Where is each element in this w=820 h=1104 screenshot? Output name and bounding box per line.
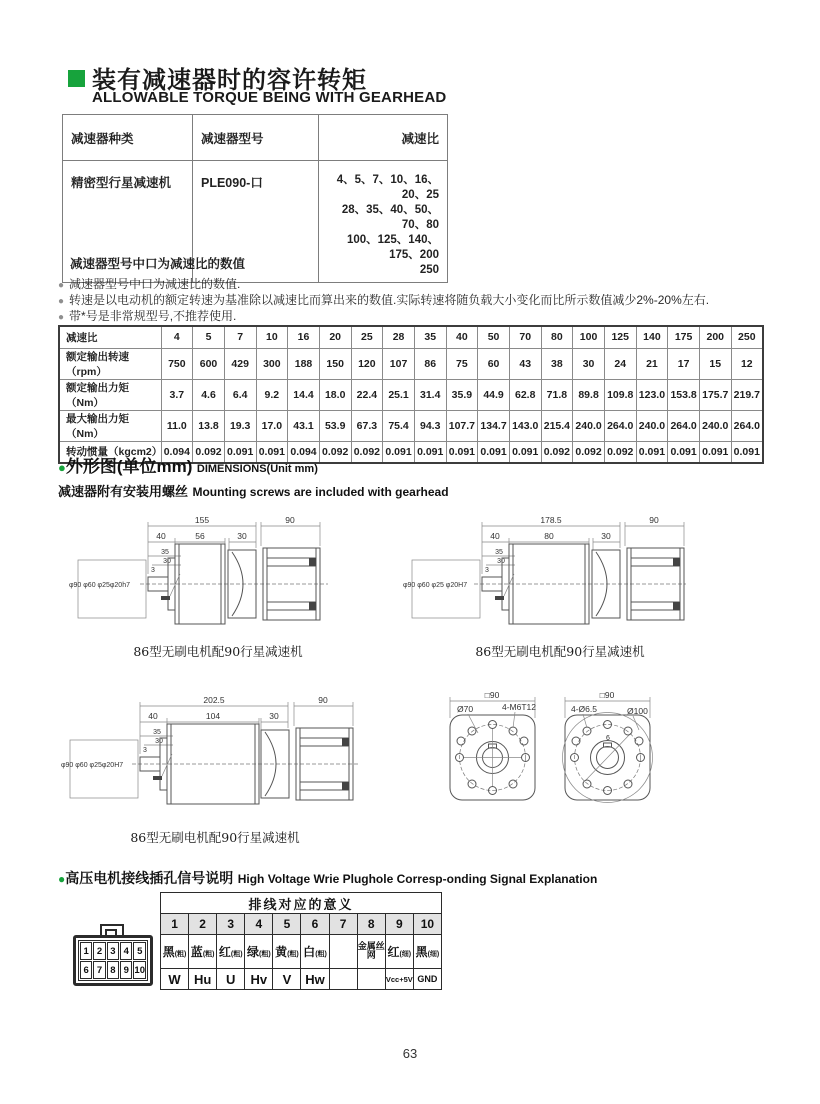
spec-cell: 40 xyxy=(446,326,478,348)
spec-cell: 150 xyxy=(319,348,351,379)
spec-row-header: 转动惯量（kgcm2） xyxy=(59,441,161,463)
plughole-heading xyxy=(58,868,597,888)
svg-text:Ø70: Ø70 xyxy=(457,704,474,714)
spec-cell: 125 xyxy=(604,326,636,348)
gearbox-col-type-header: 减速器种类 xyxy=(63,115,193,161)
connector-pin: 8 xyxy=(107,961,119,979)
spec-cell: 89.8 xyxy=(573,379,605,410)
spec-row xyxy=(59,379,763,410)
svg-text:Ø100: Ø100 xyxy=(627,706,648,716)
svg-text:202.5: 202.5 xyxy=(203,695,225,705)
pin-number-cell: 6 xyxy=(301,914,329,935)
spec-cell: 750 xyxy=(161,348,193,379)
dimension-drawing-a xyxy=(68,514,333,646)
spec-cell: 3.7 xyxy=(161,379,193,410)
spec-cell: 28 xyxy=(383,326,415,348)
spec-cell: 31.4 xyxy=(414,379,446,410)
spec-table-body xyxy=(59,326,763,463)
spec-cell: 75 xyxy=(446,348,478,379)
gearbox-type-cell: 精密型行星减速机 xyxy=(63,161,193,283)
spec-cell: 25.1 xyxy=(383,379,415,410)
dimensions-heading xyxy=(58,452,318,477)
spec-cell: 19.3 xyxy=(224,410,256,441)
svg-text:30: 30 xyxy=(163,558,171,565)
spec-cell: 12 xyxy=(731,348,763,379)
spec-row-header: 最大输出力矩（Nm） xyxy=(59,410,161,441)
spec-cell: 0.092 xyxy=(351,441,383,463)
spec-cell: 20 xyxy=(319,326,351,348)
wire-color-cell: 红(细) xyxy=(385,935,413,969)
spec-cell: 86 xyxy=(414,348,446,379)
svg-text:φ90 φ60 φ25φ20H7: φ90 φ60 φ25φ20H7 xyxy=(61,762,124,769)
dimensions-heading-cn: 外形图(单位mm) xyxy=(65,457,193,476)
svg-text:40: 40 xyxy=(148,711,158,721)
spec-cell: 153.8 xyxy=(668,379,700,410)
note-text: 转速是以电动机的额定转速为基准除以减速比而算出来的数值.实际转速将随负载大小变化而比所示数值减少2%-20%左右. xyxy=(69,293,710,307)
spec-cell: 0.094 xyxy=(161,441,193,463)
connector-body xyxy=(73,935,153,986)
spec-cell: 0.091 xyxy=(383,441,415,463)
spec-cell: 0.091 xyxy=(668,441,700,463)
page-title-cn: 装有减速器时的容许转矩 xyxy=(92,67,367,94)
pin-number-row xyxy=(161,914,442,935)
svg-text:3: 3 xyxy=(151,567,155,574)
spec-cell: 240.0 xyxy=(636,410,668,441)
pin-number-cell: 8 xyxy=(357,914,385,935)
spec-cell: 0.091 xyxy=(414,441,446,463)
signal-cell: W xyxy=(161,969,189,990)
spec-cell: 24 xyxy=(604,348,636,379)
signal-cell: V xyxy=(273,969,301,990)
spec-cell: 600 xyxy=(193,348,225,379)
spec-cell: 175 xyxy=(668,326,700,348)
spec-cell: 21 xyxy=(636,348,668,379)
spec-cell: 250 xyxy=(731,326,763,348)
svg-text:178.5: 178.5 xyxy=(540,515,562,525)
dimension-drawing-b xyxy=(402,514,687,646)
svg-text:30: 30 xyxy=(237,531,247,541)
wire-color-cell: 蓝(粗) xyxy=(189,935,217,969)
pin-number-cell: 2 xyxy=(189,914,217,935)
spec-cell: 0.092 xyxy=(573,441,605,463)
page-title-en: ALLOWABLE TORQUE BEING WITH GEARHEAD xyxy=(92,89,447,106)
wire-color-cell: 黑(细) xyxy=(413,935,441,969)
gearbox-col-ratio-header: 减速比 xyxy=(319,115,448,161)
spec-cell: 71.8 xyxy=(541,379,573,410)
spec-cell: 17 xyxy=(668,348,700,379)
spec-cell: 80 xyxy=(541,326,573,348)
svg-text:80: 80 xyxy=(544,531,554,541)
spec-cell: 0.091 xyxy=(224,441,256,463)
spec-cell: 109.8 xyxy=(604,379,636,410)
svg-text:6: 6 xyxy=(606,735,610,742)
svg-text:□90: □90 xyxy=(484,690,500,700)
spec-cell: 0.094 xyxy=(288,441,320,463)
gearbox-col-model-header: 减速器型号 xyxy=(193,115,319,161)
spec-cell: 0.092 xyxy=(319,441,351,463)
wire-color-cell: 金属丝网 xyxy=(357,935,385,969)
connector-pin: 6 xyxy=(80,961,92,979)
wire-color-cell: 黑(粗) xyxy=(161,935,189,969)
green-dot-icon: ● xyxy=(58,460,66,475)
svg-text:56: 56 xyxy=(195,531,205,541)
spec-cell: 94.3 xyxy=(414,410,446,441)
ratio-line: 100、125、140、175、200 xyxy=(346,234,439,261)
gearbox-ratio-cell xyxy=(319,161,448,283)
svg-text:30: 30 xyxy=(497,558,505,565)
signal-cell: Hv xyxy=(245,969,273,990)
wire-color-cell: 绿(粗) xyxy=(245,935,273,969)
spec-cell: 0.091 xyxy=(509,441,541,463)
signal-cell: Vcc+5V xyxy=(385,969,413,990)
spec-cell: 60 xyxy=(478,348,510,379)
connector-pin: 9 xyxy=(120,961,132,979)
spec-cell: 240.0 xyxy=(573,410,605,441)
connector-pin: 4 xyxy=(120,942,132,960)
spec-cell: 0.092 xyxy=(193,441,225,463)
gearbox-table-footnote: 减速器型号中口为减速比的数值 xyxy=(70,257,246,271)
svg-text:30: 30 xyxy=(601,531,611,541)
pin-number-cell: 10 xyxy=(413,914,441,935)
spec-cell: 38 xyxy=(541,348,573,379)
pin-number-cell: 3 xyxy=(217,914,245,935)
drawing-caption: 86型无刷电机配90行星减速机 xyxy=(130,830,300,845)
spec-cell: 264.0 xyxy=(668,410,700,441)
spec-cell: 4 xyxy=(161,326,193,348)
connector-pin: 10 xyxy=(133,961,146,979)
plughole-table xyxy=(160,892,442,990)
signal-cell: GND xyxy=(413,969,441,990)
spec-cell: 0.091 xyxy=(636,441,668,463)
pin-number-cell: 1 xyxy=(161,914,189,935)
svg-text:35: 35 xyxy=(153,729,161,736)
dimension-drawing-end-views xyxy=(435,688,675,816)
spec-cell: 107.7 xyxy=(446,410,478,441)
spec-table xyxy=(58,325,764,464)
wire-color-cell xyxy=(329,935,357,969)
signal-cell: U xyxy=(217,969,245,990)
spec-cell: 18.0 xyxy=(319,379,351,410)
pin-number-cell: 4 xyxy=(245,914,273,935)
spec-cell: 43 xyxy=(509,348,541,379)
pin-number-cell: 5 xyxy=(273,914,301,935)
spec-cell: 67.3 xyxy=(351,410,383,441)
spec-cell: 5 xyxy=(193,326,225,348)
spec-cell: 70 xyxy=(509,326,541,348)
spec-cell: 0.091 xyxy=(256,441,288,463)
spec-cell: 75.4 xyxy=(383,410,415,441)
wire-color-cell: 黄(粗) xyxy=(273,935,301,969)
note-line xyxy=(58,308,236,326)
spec-cell: 240.0 xyxy=(699,410,731,441)
svg-text:40: 40 xyxy=(490,531,500,541)
pin-number-cell: 9 xyxy=(385,914,413,935)
dimensions-subheading xyxy=(58,481,449,501)
signal-cell xyxy=(329,969,357,990)
spec-cell: 43.1 xyxy=(288,410,320,441)
spec-row-header: 减速比 xyxy=(59,326,161,348)
svg-text:3: 3 xyxy=(143,747,147,754)
spec-cell: 134.7 xyxy=(478,410,510,441)
dimensions-heading-en: DIMENSIONS(Unit mm) xyxy=(196,463,318,475)
spec-cell: 200 xyxy=(699,326,731,348)
bullet-icon: ● xyxy=(58,312,65,323)
spec-cell: 11.0 xyxy=(161,410,193,441)
spec-cell: 0.092 xyxy=(541,441,573,463)
title-bullet-square xyxy=(68,70,85,87)
bullet-icon: ● xyxy=(58,280,65,291)
svg-text:□90: □90 xyxy=(599,690,615,700)
plughole-table-title: 排线对应的意义 xyxy=(161,893,442,914)
wire-color-cell: 白(粗) xyxy=(301,935,329,969)
connector-pin: 5 xyxy=(133,942,146,960)
spec-cell: 10 xyxy=(256,326,288,348)
ratio-line: 28、35、40、50、70、80 xyxy=(341,204,439,231)
signal-cell: Hw xyxy=(301,969,329,990)
spec-cell: 175.7 xyxy=(699,379,731,410)
svg-text:104: 104 xyxy=(205,711,221,721)
spec-cell: 35 xyxy=(414,326,446,348)
connector-pin: 7 xyxy=(93,961,105,979)
gearbox-model-cell: PLE090-口 xyxy=(193,161,319,283)
spec-cell: 13.8 xyxy=(193,410,225,441)
plughole-heading-en: High Voltage Wrie Plughole Corresp-onding Signal Explanation xyxy=(237,872,598,886)
signal-cell xyxy=(357,969,385,990)
spec-cell: 0.091 xyxy=(478,441,510,463)
spec-cell: 140 xyxy=(636,326,668,348)
dimensions-sub-en: Mounting screws are included with gearhead xyxy=(192,485,449,499)
bullet-icon: ● xyxy=(58,296,65,307)
spec-cell: 215.4 xyxy=(541,410,573,441)
wire-color-row xyxy=(161,935,442,969)
spec-cell: 6.4 xyxy=(224,379,256,410)
spec-cell: 15 xyxy=(699,348,731,379)
spec-cell: 0.091 xyxy=(731,441,763,463)
svg-text:φ90 φ60 φ25 φ20H7: φ90 φ60 φ25 φ20H7 xyxy=(403,582,468,589)
svg-text:φ90 φ60 φ25φ20h7: φ90 φ60 φ25φ20h7 xyxy=(69,582,130,589)
spec-cell: 35.9 xyxy=(446,379,478,410)
connector-pin: 1 xyxy=(80,942,92,960)
svg-text:3: 3 xyxy=(485,567,489,574)
spec-cell: 22.4 xyxy=(351,379,383,410)
spec-cell: 100 xyxy=(573,326,605,348)
spec-cell: 25 xyxy=(351,326,383,348)
note-text: 带*号是非常规型号,不推荐使用. xyxy=(69,309,237,323)
spec-cell: 7 xyxy=(224,326,256,348)
spec-cell: 120 xyxy=(351,348,383,379)
ratio-line: 4、5、7、10、16、20、25 xyxy=(336,174,439,201)
spec-cell: 0.092 xyxy=(604,441,636,463)
svg-text:90: 90 xyxy=(649,515,659,525)
svg-text:40: 40 xyxy=(156,531,166,541)
spec-cell: 14.4 xyxy=(288,379,320,410)
spec-cell: 219.7 xyxy=(731,379,763,410)
svg-text:4-Ø6.5: 4-Ø6.5 xyxy=(571,704,597,714)
svg-text:30: 30 xyxy=(269,711,279,721)
ratio-line: 250 xyxy=(419,264,439,276)
drawing-caption: 86型无刷电机配90行星减速机 xyxy=(133,644,303,659)
pin-number-cell: 7 xyxy=(329,914,357,935)
spec-cell: 17.0 xyxy=(256,410,288,441)
svg-text:90: 90 xyxy=(318,695,328,705)
spec-cell: 62.8 xyxy=(509,379,541,410)
spec-cell: 44.9 xyxy=(478,379,510,410)
dimensions-sub-cn: 减速器附有安装用螺丝 xyxy=(58,484,189,499)
dimension-drawing-c xyxy=(60,694,360,830)
spec-cell: 50 xyxy=(478,326,510,348)
spec-cell: 9.2 xyxy=(256,379,288,410)
connector-pin: 2 xyxy=(93,942,105,960)
connector-diagram xyxy=(73,924,153,986)
spec-cell: 264.0 xyxy=(604,410,636,441)
spec-cell: 107 xyxy=(383,348,415,379)
spec-row-header: 额定输出力矩（Nm） xyxy=(59,379,161,410)
svg-text:4-M6T12: 4-M6T12 xyxy=(502,702,537,712)
spec-row xyxy=(59,326,763,348)
svg-text:35: 35 xyxy=(161,549,169,556)
spec-cell: 0.091 xyxy=(446,441,478,463)
connector-pin: 3 xyxy=(107,942,119,960)
spec-cell: 143.0 xyxy=(509,410,541,441)
svg-text:155: 155 xyxy=(194,515,210,525)
spec-cell: 429 xyxy=(224,348,256,379)
plughole-heading-cn: 高压电机接线插孔信号说明 xyxy=(65,870,234,886)
spec-cell: 123.0 xyxy=(636,379,668,410)
connector-pin-grid xyxy=(78,940,148,981)
spec-cell: 264.0 xyxy=(731,410,763,441)
svg-text:90: 90 xyxy=(285,515,295,525)
note-text: 减速器型号中口为减速比的数值. xyxy=(69,277,241,291)
spec-cell: 188 xyxy=(288,348,320,379)
green-dot-icon: ● xyxy=(58,872,66,886)
page-number: 63 xyxy=(402,1046,418,1061)
spec-cell: 53.9 xyxy=(319,410,351,441)
spec-cell: 300 xyxy=(256,348,288,379)
svg-text:35: 35 xyxy=(495,549,503,556)
wire-color-cell: 红(粗) xyxy=(217,935,245,969)
svg-text:30: 30 xyxy=(155,738,163,745)
signal-row xyxy=(161,969,442,990)
spec-row-header: 额定输出转速（rpm） xyxy=(59,348,161,379)
spec-cell: 0.091 xyxy=(699,441,731,463)
signal-cell: Hu xyxy=(189,969,217,990)
drawing-caption: 86型无刷电机配90行星减速机 xyxy=(475,644,645,659)
spec-cell: 30 xyxy=(573,348,605,379)
spec-cell: 4.6 xyxy=(193,379,225,410)
spec-row xyxy=(59,348,763,379)
spec-cell: 16 xyxy=(288,326,320,348)
spec-row xyxy=(59,410,763,441)
